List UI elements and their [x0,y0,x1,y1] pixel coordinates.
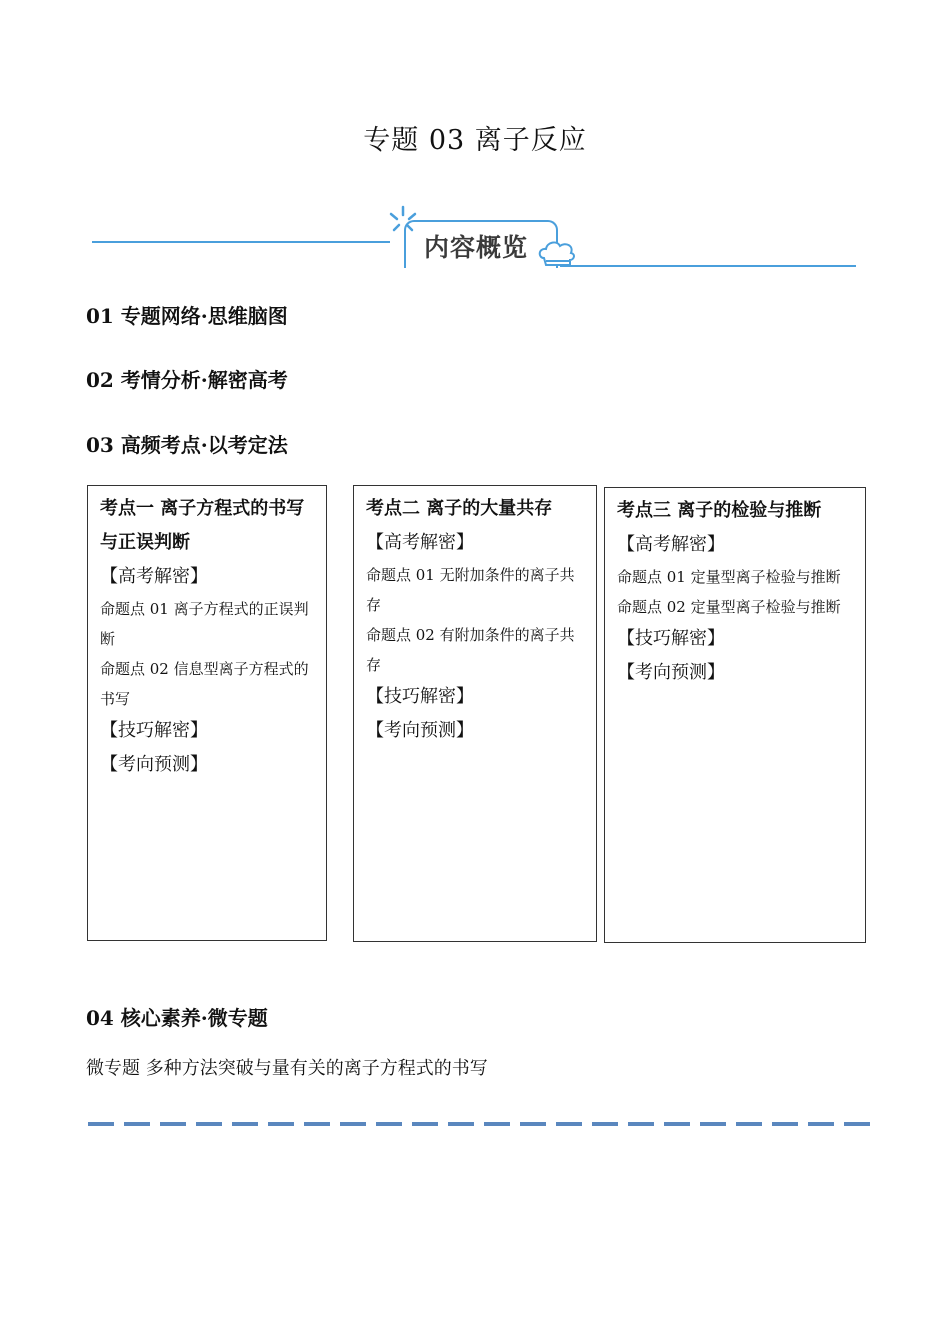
tag-gaokao: 【高考解密】 [617,534,725,555]
tag-skill: 【技巧解密】 [100,720,208,741]
proposition-item: 命题点 02 有附加条件的离子共存 [366,626,575,674]
topic-heading: 考点三 离子的检验与推断 [617,500,822,521]
topic-box-3 [604,487,866,943]
proposition-item: 命题点 02 信息型离子方程式的书写 [100,660,309,708]
tag-forecast: 【考向预测】 [366,720,474,741]
tag-gaokao: 【高考解密】 [366,532,474,553]
tag-skill: 【技巧解密】 [617,628,725,649]
topic-heading: 考点二 离子的大量共存 [366,498,553,519]
proposition-item: 命题点 02 定量型离子检验与推断 [617,598,841,616]
topic-heading: 考点一 离子方程式的书写与正误判断 [100,498,305,553]
tag-forecast: 【考向预测】 [100,754,208,775]
banner-label: 内容概览 [424,233,529,262]
topic-box-1 [87,485,327,941]
section-04: 04 核心素养·微专题 [86,1006,268,1030]
banner-line-left [92,241,390,243]
proposition-item: 命题点 01 离子方程式的正误判断 [100,600,309,648]
section-01: 01 专题网络·思维脑图 [86,304,288,328]
page-title: 专题 03 离子反应 [363,125,587,156]
section-02: 02 考情分析·解密高考 [86,368,288,392]
tag-gaokao: 【高考解密】 [100,566,208,587]
tag-skill: 【技巧解密】 [366,686,474,707]
micro-topic: 微专题 多种方法突破与量有关的离子方程式的书写 [86,1058,488,1079]
proposition-item: 命题点 01 定量型离子检验与推断 [617,568,841,586]
topic-box-2 [353,485,597,942]
tag-forecast: 【考向预测】 [617,662,725,683]
banner-line-right [560,265,856,267]
dashed-divider [88,1122,870,1126]
proposition-item: 命题点 01 无附加条件的离子共存 [366,566,575,614]
section-03: 03 高频考点·以考定法 [86,433,288,457]
chef-hat-icon [538,240,578,272]
sparkle-icon [386,204,420,242]
